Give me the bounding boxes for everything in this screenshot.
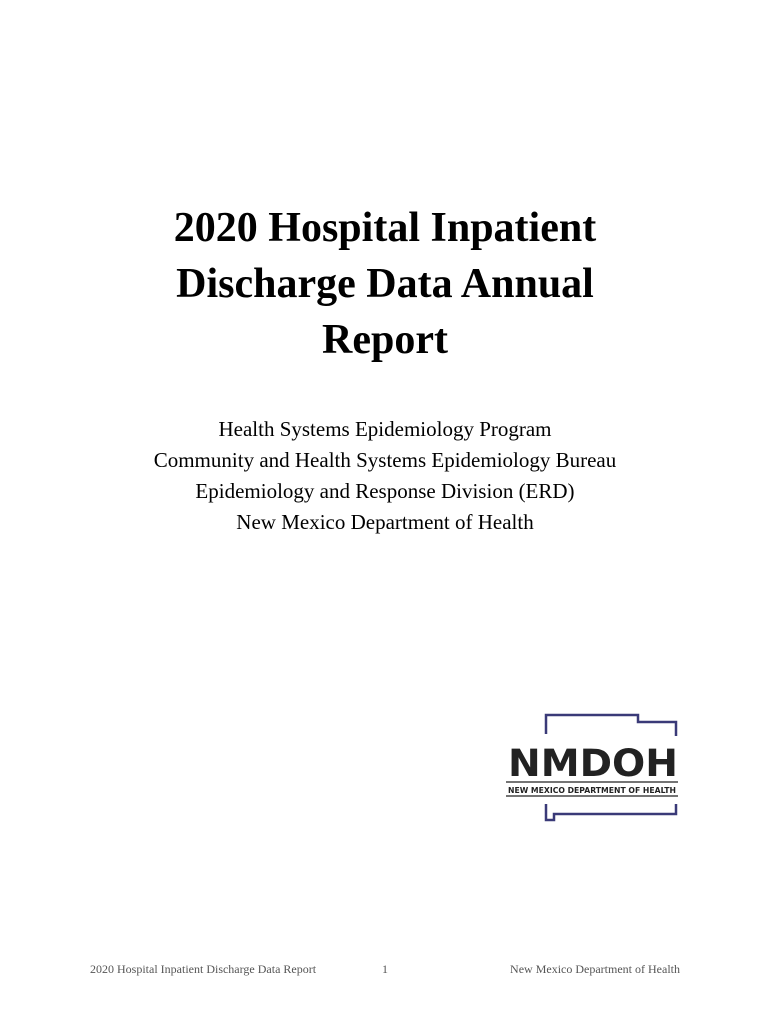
organization-block bbox=[0, 414, 770, 538]
division-name: Epidemiology and Response Division (ERD) bbox=[195, 479, 575, 503]
report-title-line-2: Discharge Data Annual bbox=[176, 261, 594, 307]
report-title bbox=[0, 200, 770, 368]
program-name: Health Systems Epidemiology Program bbox=[218, 417, 552, 441]
footer-page-number: 1 bbox=[382, 962, 388, 976]
state-outline-bottom bbox=[546, 804, 676, 820]
department-name: New Mexico Department of Health bbox=[236, 510, 534, 534]
logo-acronym: NMDOH bbox=[508, 742, 678, 785]
page-footer bbox=[0, 962, 770, 980]
logo-tagline: NEW MEXICO DEPARTMENT OF HEALTH bbox=[508, 786, 676, 795]
state-outline-top bbox=[546, 715, 676, 736]
nmdoh-logo-graphic bbox=[502, 712, 684, 828]
footer-department: New Mexico Department of Health bbox=[510, 962, 680, 976]
nmdoh-logo bbox=[502, 712, 684, 828]
bureau-name: Community and Health Systems Epidemiology Bureau bbox=[153, 448, 617, 472]
report-title-line-1: 2020 Hospital Inpatient bbox=[173, 205, 597, 251]
footer-report-title: 2020 Hospital Inpatient Discharge Data Report bbox=[90, 962, 317, 976]
report-title-line-3: Report bbox=[322, 317, 448, 363]
